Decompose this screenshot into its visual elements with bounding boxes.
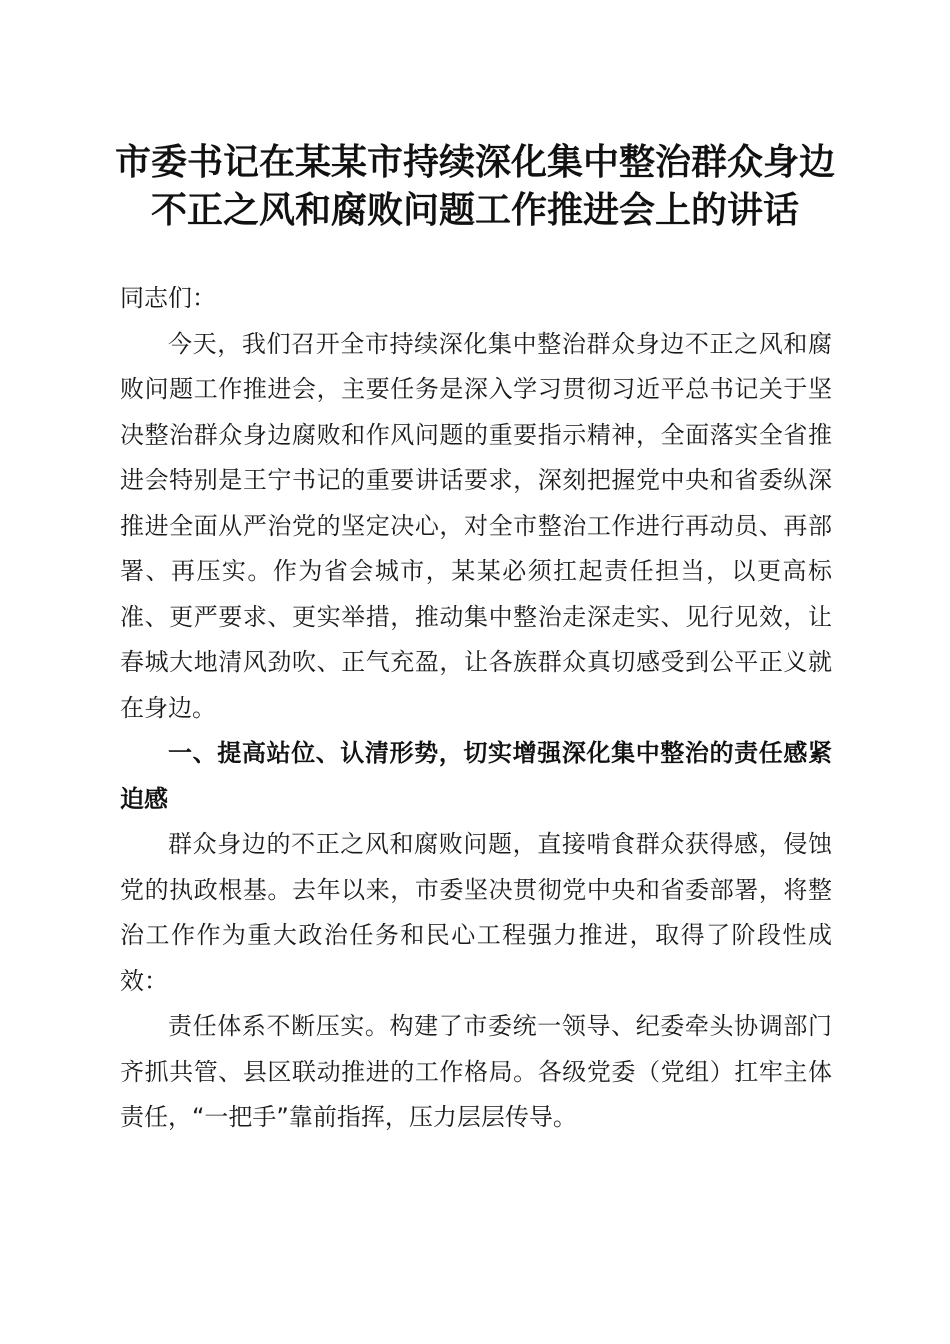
- salutation: 同志们：: [120, 284, 216, 312]
- document-body: [120, 276, 832, 1141]
- section-heading: 一、提高站位、认清形势，切实增强深化集中整治的责任感紧迫感: [120, 739, 832, 813]
- document-title-line-1: 市委书记在某某市持续深化集中整治群众身边: [114, 141, 835, 183]
- body-paragraph: 责任体系不断压实。构建了市委统一领导、纪委牵头协调部门齐抓共管、县区联动推进的工作格局。各级党委（党组）扛牢主体责任，“一把手”靠前指挥，压力层层传导。: [120, 1012, 832, 1131]
- body-paragraph: 今天，我们召开全市持续深化集中整治群众身边不正之风和腐败问题工作推进会，主要任务是深入学习贯彻习近平总书记关于坚决整治群众身边腐败和作风问题的重要指示精神，全面落实全省推进会特别是王宁书记的重要讲话要求，深刻把握党中央和省委纵深推进全面从严治党的坚定决心，对全市整治工作进行再动员、再部署、再压实。作为省会城市，某某必须扛起责任担当，以更高标准、更严要求、更实举措，推动集中整治走深走实、见行见效，让春城大地清风劲吹、正气充盈，让各族群众真切感受到公平正义就在身边。: [120, 329, 832, 722]
- document-title-line-2: 不正之风和腐败问题工作推进会上的讲话: [150, 189, 799, 231]
- body-paragraph: 群众身边的不正之风和腐败问题，直接啃食群众获得感，侵蚀党的执政根基。去年以来，市委坚决贯彻党中央和省委部署，将整治工作作为重大政治任务和民心工程强力推进，取得了阶段性成效：: [120, 830, 832, 995]
